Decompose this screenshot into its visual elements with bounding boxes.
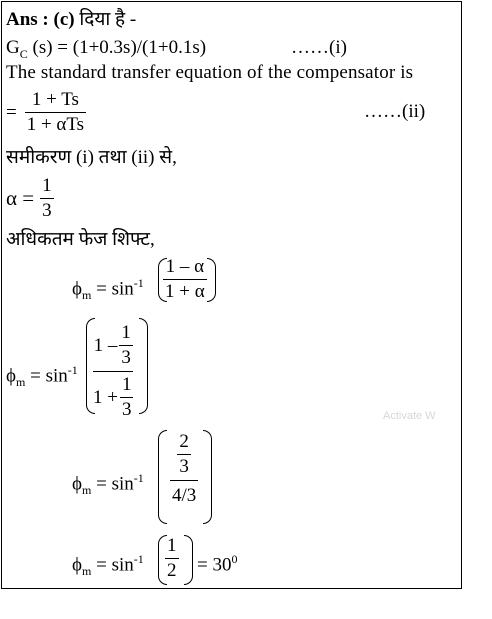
- step4-denominator: 2: [167, 560, 177, 581]
- answer-label: Ans : (c): [6, 9, 75, 30]
- right-paren: [203, 430, 212, 524]
- g-symbol: G: [6, 37, 20, 58]
- watermark: Activate W: [383, 410, 436, 422]
- equation-ii-tag: ……(ii): [364, 101, 426, 122]
- phi-symbol: ϕ: [72, 278, 83, 300]
- equation-ii: [6, 89, 86, 136]
- step2-bottom-prefix: 1 +: [93, 386, 118, 408]
- right-paren: [184, 535, 193, 585]
- step4-lhs: [72, 548, 144, 582]
- third-denominator: 3: [121, 399, 132, 420]
- phi-symbol: ϕ: [72, 473, 83, 495]
- inverse-superscript: -1: [133, 276, 144, 290]
- step3-fraction: [170, 431, 198, 507]
- phi-symbol: ϕ: [6, 365, 17, 387]
- fraction-denominator: 1 + αTs: [26, 114, 85, 135]
- equation-i-tag: ……(i): [291, 37, 347, 58]
- third-numerator: 1: [121, 374, 132, 395]
- max-phase-text: अधिकतम फेज शिफ्ट,: [6, 229, 155, 250]
- step4-fraction: [165, 535, 179, 582]
- inverse-superscript: -1: [133, 552, 144, 566]
- step4-numerator: 1: [167, 535, 177, 556]
- step2-bottom: [93, 371, 133, 421]
- compare-text: समीकरण (i) तथा (ii) से,: [6, 147, 177, 168]
- sin-text: = sin: [91, 278, 134, 300]
- final-result: [197, 548, 237, 576]
- alpha-lhs: α =: [6, 186, 35, 210]
- step2-lhs: [6, 359, 78, 393]
- intro-sentence: The standard transfer equation of the compensator is: [6, 62, 414, 83]
- step2-top-prefix: 1 –: [93, 334, 118, 356]
- equation-i-body: (s) = (1+0.3s)/(1+0.1s): [27, 37, 207, 58]
- equals-sign: =: [6, 101, 17, 123]
- result-value: = 30: [197, 554, 232, 576]
- step3-inner-numerator: 2: [179, 431, 189, 452]
- third-numerator: 1: [121, 322, 131, 343]
- step2-fraction: [93, 322, 133, 421]
- step2-top: [94, 322, 133, 371]
- fraction-numerator: 1 + Ts: [31, 89, 79, 110]
- given-text: दिया है -: [74, 9, 137, 30]
- third-denominator: 3: [121, 347, 131, 368]
- m-subscript: m: [82, 564, 92, 579]
- step1-lhs: [72, 272, 144, 306]
- step3-inner-denominator: 3: [179, 456, 189, 477]
- alpha-denominator: 3: [42, 200, 52, 221]
- alpha-equation: [6, 175, 54, 222]
- answer-heading: [6, 9, 136, 31]
- sin-text: = sin: [25, 365, 68, 387]
- phi-symbol: ϕ: [72, 554, 83, 576]
- m-subscript: m: [82, 288, 92, 303]
- inverse-superscript: -1: [67, 363, 78, 377]
- degree-superscript: 0: [231, 552, 238, 566]
- g-subscript: C: [19, 46, 28, 61]
- step1-fraction: [163, 256, 207, 303]
- step3-denominator: 4/3: [170, 480, 198, 507]
- step1-denominator: 1 + α: [165, 281, 205, 302]
- step1-numerator: 1 – α: [165, 256, 205, 277]
- compensator-fraction: [25, 89, 86, 136]
- sin-text: = sin: [91, 554, 134, 576]
- alpha-numerator: 1: [42, 175, 52, 196]
- alpha-fraction: [40, 175, 54, 222]
- m-subscript: m: [82, 483, 92, 498]
- m-subscript: m: [16, 375, 26, 390]
- equation-i: [6, 37, 206, 65]
- inverse-superscript: -1: [133, 471, 144, 485]
- step3-lhs: [72, 467, 144, 501]
- left-paren: [158, 430, 167, 524]
- sin-text: = sin: [91, 473, 134, 495]
- right-paren: [207, 258, 216, 302]
- right-paren: [139, 318, 148, 414]
